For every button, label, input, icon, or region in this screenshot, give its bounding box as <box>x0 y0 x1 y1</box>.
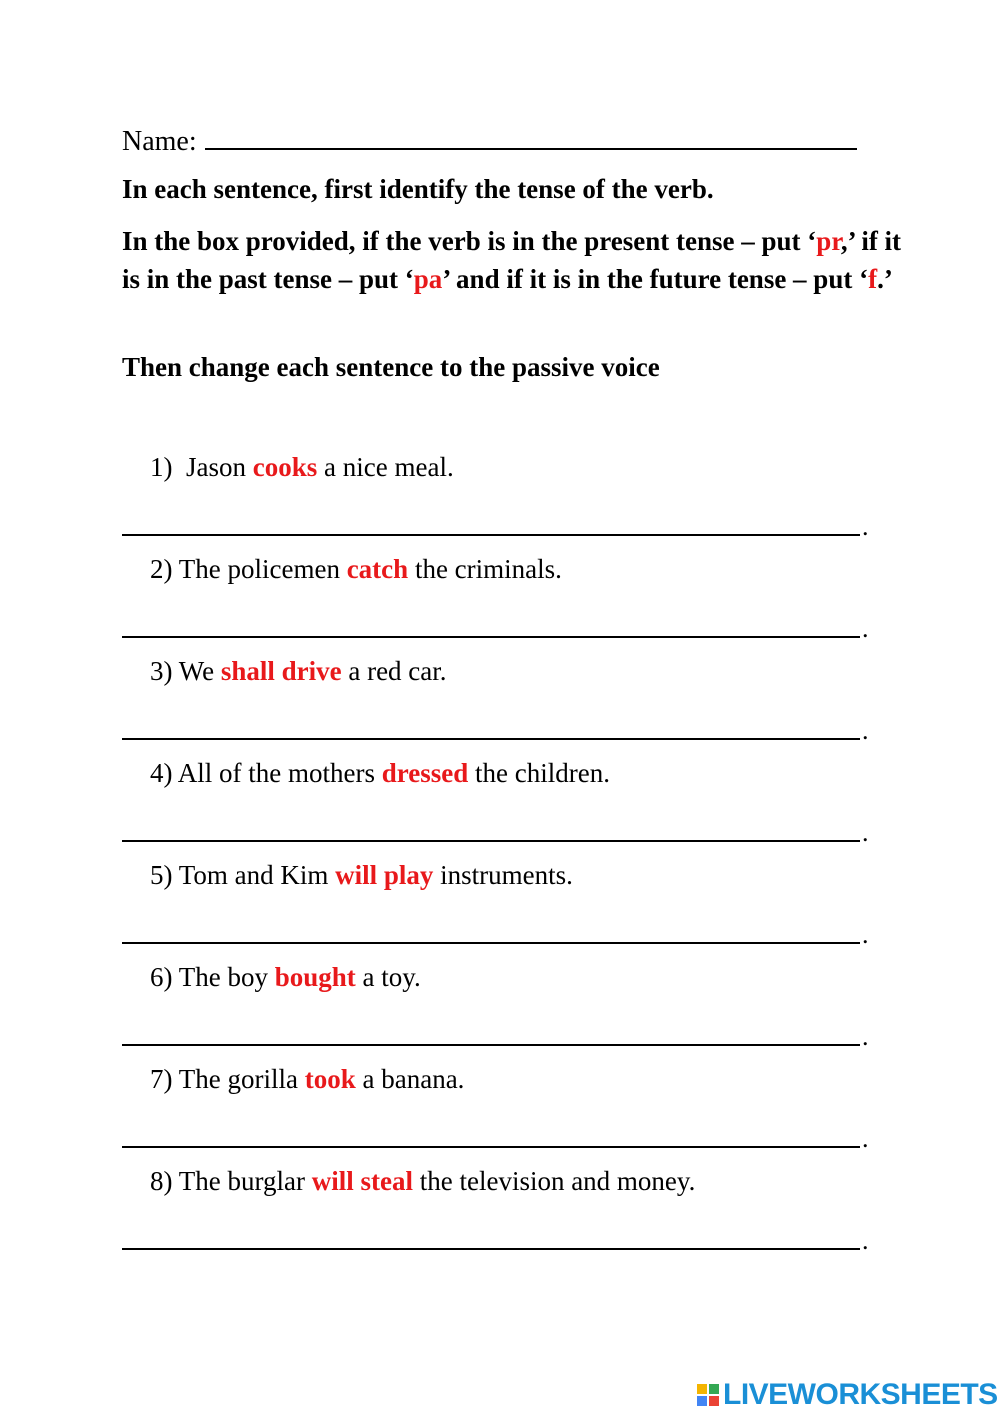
question-2 <box>150 554 562 585</box>
highlighted-verb: dressed <box>381 758 469 788</box>
name-row <box>122 120 857 158</box>
question-8 <box>150 1166 695 1197</box>
highlighted-verb: shall drive <box>220 656 342 686</box>
answer-line-2 <box>122 612 869 643</box>
sentence-start: Jason <box>186 452 246 482</box>
instruction-identify-tense <box>122 170 902 208</box>
question-number: 2) <box>150 554 173 584</box>
question-number: 1) <box>150 452 173 482</box>
instruction-passive-voice <box>122 348 902 386</box>
answer-line-5 <box>122 918 869 949</box>
answer-period: . <box>862 1022 869 1051</box>
code-present: pr <box>816 226 841 256</box>
question-number: 4) <box>150 758 173 788</box>
answer-line-1 <box>122 510 869 541</box>
answer-period: . <box>862 1226 869 1255</box>
answer-input-2[interactable] <box>122 612 860 638</box>
sentence-start: The policemen <box>178 554 340 584</box>
instruction-text: ’ and if it is in the future tense – put ‘ <box>442 264 869 294</box>
answer-line-3 <box>122 714 869 745</box>
logo-square <box>709 1396 719 1406</box>
sentence-end: a toy. <box>362 962 421 992</box>
name-label: Name: <box>122 126 197 157</box>
sentence-end: a nice meal. <box>324 452 454 482</box>
answer-line-8 <box>122 1224 869 1255</box>
answer-input-3[interactable] <box>122 714 860 740</box>
question-4 <box>150 758 610 789</box>
sentence-start: The boy <box>178 962 268 992</box>
instruction-tense-codes <box>122 222 902 298</box>
highlighted-verb: cooks <box>252 452 318 482</box>
question-6 <box>150 962 421 993</box>
answer-line-7 <box>122 1122 869 1153</box>
instruction-text: In the box provided, if the verb is in the present tense – put ‘ <box>122 226 817 256</box>
question-number: 3) <box>150 656 173 686</box>
liveworksheets-logo <box>697 1378 998 1412</box>
answer-line-6 <box>122 1020 869 1051</box>
answer-input-1[interactable] <box>122 510 860 536</box>
answer-period: . <box>862 1124 869 1153</box>
highlighted-verb: will steal <box>311 1166 413 1196</box>
highlighted-verb: will play <box>335 860 434 890</box>
instruction-text: ,’ if it is in the past tense – put ‘ <box>122 226 902 294</box>
answer-input-6[interactable] <box>122 1020 860 1046</box>
sentence-start: The gorilla <box>178 1064 298 1094</box>
logo-text: LIVEWORKSHEETS <box>723 1378 998 1411</box>
answer-period: . <box>862 512 869 541</box>
sentence-start: We <box>178 656 215 686</box>
answer-input-4[interactable] <box>122 816 860 842</box>
sentence-end: a red car. <box>348 656 447 686</box>
code-future: f <box>868 264 878 294</box>
answer-period: . <box>862 614 869 643</box>
question-5 <box>150 860 573 891</box>
sentence-start: The burglar <box>178 1166 305 1196</box>
question-number: 6) <box>150 962 173 992</box>
sentence-end: the criminals. <box>414 554 562 584</box>
sentence-start: Tom and Kim <box>178 860 329 890</box>
question-number: 7) <box>150 1064 173 1094</box>
question-number: 8) <box>150 1166 173 1196</box>
answer-period: . <box>862 920 869 949</box>
highlighted-verb: catch <box>346 554 409 584</box>
answer-input-5[interactable] <box>122 918 860 944</box>
answer-line-4 <box>122 816 869 847</box>
question-number: 5) <box>150 860 173 890</box>
highlighted-verb: took <box>304 1064 356 1094</box>
answer-input-7[interactable] <box>122 1122 860 1148</box>
sentence-end: the television and money. <box>419 1166 696 1196</box>
logo-grid-icon <box>697 1384 719 1406</box>
logo-square <box>709 1384 719 1394</box>
answer-period: . <box>862 818 869 847</box>
answer-input-8[interactable] <box>122 1224 860 1250</box>
sentence-start: All of the mothers <box>177 758 375 788</box>
name-input-line[interactable] <box>205 120 857 150</box>
question-1 <box>150 452 454 483</box>
sentence-end: a banana. <box>362 1064 465 1094</box>
highlighted-verb: bought <box>274 962 356 992</box>
instruction-text: In each sentence, first identify the tense of the verb. <box>122 174 714 204</box>
logo-square <box>697 1396 707 1406</box>
question-3 <box>150 656 447 687</box>
sentence-end: the children. <box>475 758 610 788</box>
code-past: pa <box>413 264 443 294</box>
answer-period: . <box>862 716 869 745</box>
instruction-text: .’ <box>877 264 893 294</box>
question-7 <box>150 1064 464 1095</box>
sentence-end: instruments. <box>440 860 573 890</box>
logo-square <box>697 1384 707 1394</box>
instruction-text: Then change each sentence to the passive voice <box>122 352 660 382</box>
